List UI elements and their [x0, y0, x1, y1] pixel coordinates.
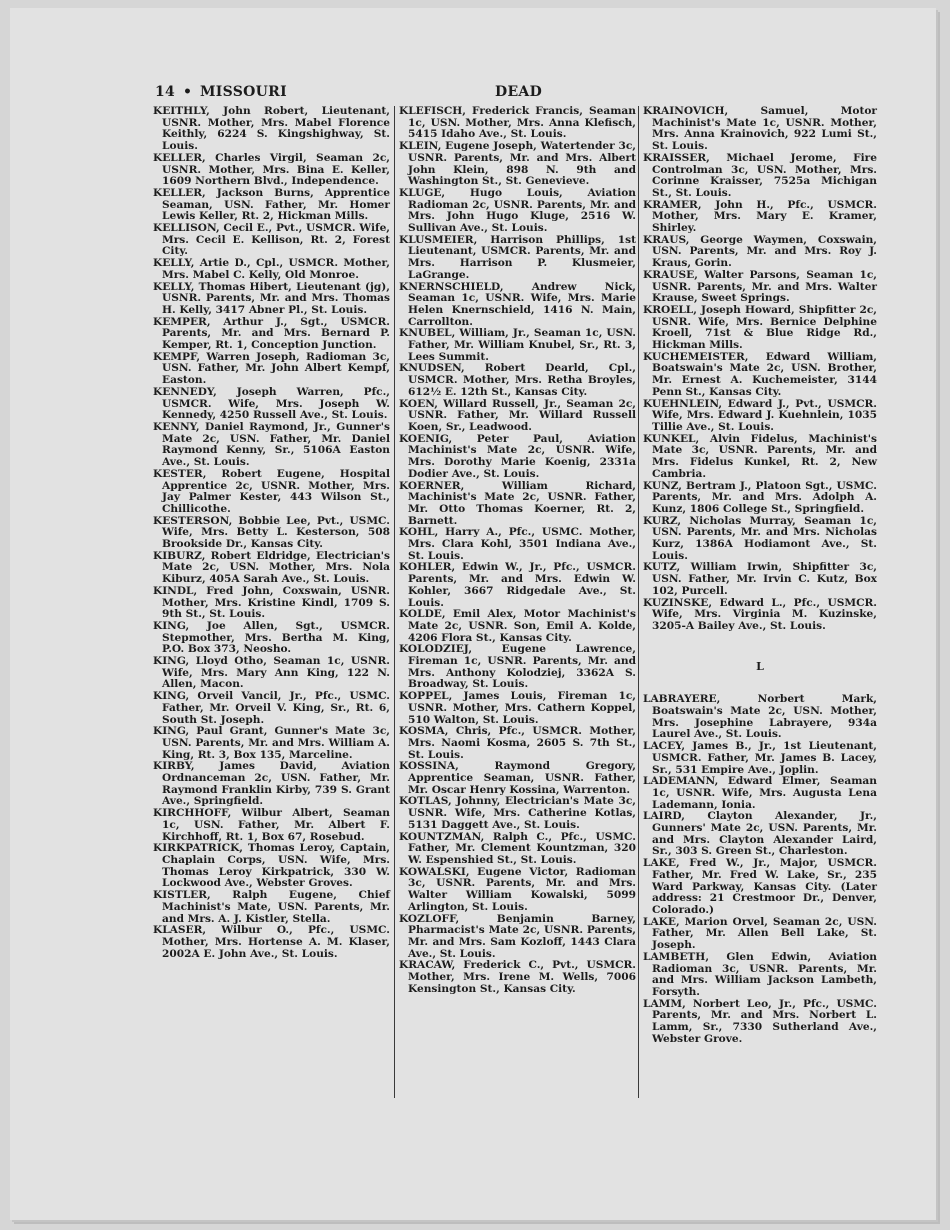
- casualty-entry: KLASER, Wilbur O., Pfc., USMC. Mother, Mrs. Hortense A. M. Klaser, 2002A E. John Ave., St. Louis.: [153, 924, 390, 960]
- casualty-entry: KOEN, Willard Russell, Jr., Seaman 2c, USNR. Father, Mr. Willard Russell Koen, Sr., Leadwood.: [399, 397, 636, 433]
- casualty-entry: KING, Paul Grant, Gunner's Mate 3c, USN. Parents, Mr. and Mrs. William A. King, Rt. 3, Box 135, Marceline.: [153, 725, 390, 761]
- column-divider: [394, 106, 395, 1098]
- casualty-entry: KRACAW, Frederick C., Pvt., USMCR. Mother, Mrs. Irene M. Wells, 7006 Kensington St., Kansas City.: [399, 959, 636, 995]
- casualty-entry: KING, Lloyd Otho, Seaman 1c, USNR. Wife, Mrs. Mary Ann King, 122 N. Allen, Macon.: [153, 655, 390, 691]
- casualty-entry: LAMM, Norbert Leo, Jr., Pfc., USMC. Parents, Mr. and Mrs. Norbert L. Lamm, Sr., 7330 Sutherland Ave., Webster Grove.: [643, 997, 877, 1045]
- casualty-entry: KURZ, Nicholas Murray, Seaman 1c, USN. Parents, Mr. and Mrs. Nicholas Kurz, 1386A Hodiamont Ave., St. Louis.: [643, 514, 877, 562]
- casualty-entry: KELLISON, Cecil E., Pvt., USMCR. Wife, Mrs. Cecil E. Kellison, Rt. 2, Forest City.: [153, 222, 390, 258]
- casualty-entry: KOPPEL, James Louis, Fireman 1c, USNR. Mother, Mrs. Cathern Koppel, 510 Walton, St. Louis.: [399, 690, 636, 726]
- casualty-entry: LAKE, Fred W., Jr., Major, USMCR. Father, Mr. Fred W. Lake, Sr., 235 Ward Parkway, Kansas City. (Later address: 21 Crestmoor Dr., Denver, Colorado.): [643, 857, 877, 916]
- casualty-entry: KOSMA, Chris, Pfc., USMCR. Mother, Mrs. Naomi Kosma, 2605 S. 7th St., St. Louis.: [399, 725, 636, 761]
- casualty-entry: KELLY, Artie D., Cpl., USMCR. Mother, Mrs. Mabel C. Kelly, Old Monroe.: [153, 257, 390, 281]
- casualty-entry: KOLODZIEJ, Eugene Lawrence, Fireman 1c, USNR. Parents, Mr. and Mrs. Anthony Kolodziej, 3362A S. Broadway, St. Louis.: [399, 643, 636, 691]
- header-bullet: •: [183, 84, 193, 100]
- casualty-entry: KELLY, Thomas Hibert, Lieutenant (jg), USNR. Parents, Mr. and Mrs. Thomas H. Kelly, 3417 Abner Pl., St. Louis.: [153, 280, 390, 316]
- casualty-entry: KRAISSER, Michael Jerome, Fire Controlman 3c, USN. Mother, Mrs. Corinne Kraisser, 7525a Michigan St., St. Louis.: [643, 151, 877, 199]
- casualty-entry: KUTZ, William Irwin, Shipfitter 3c, USN. Father, Mr. Irvin C. Kutz, Box 102, Purcell.: [643, 561, 877, 597]
- casualty-entry: KNUDSEN, Robert Dearld, Cpl., USMCR. Mother, Mrs. Retha Broyles, 612½ E. 12th St., Kansas City.: [399, 362, 636, 398]
- state-title: MISSOURI: [200, 84, 287, 100]
- casualty-entry: KOTLAS, Johnny, Electrician's Mate 3c, USNR. Wife, Mrs. Catherine Kotlas, 5131 Daggett Ave., St. Louis.: [399, 795, 636, 831]
- casualty-entry: KIBURZ, Robert Eldridge, Electrician's Mate 2c, USN. Mother, Mrs. Nola Kiburz, 405A Sarah Ave., St. Louis.: [153, 549, 390, 586]
- casualty-entry: KOLDE, Emil Alex, Motor Machinist's Mate 2c, USNR. Son, Emil A. Kolde, 4206 Flora St., Kansas City.: [399, 608, 636, 644]
- casualty-entry: KNUBEL, William, Jr., Seaman 1c, USN. Father, Mr. William Knubel, Sr., Rt. 3, Lees Summit.: [399, 327, 636, 363]
- casualty-entry: KINDL, Fred John, Coxswain, USNR. Mother, Mrs. Kristine Kindl, 1709 S. 9th St., St. Louis.: [153, 584, 390, 621]
- casualty-entry: KING, Orveil Vancil, Jr., Pfc., USMC. Father, Mr. Orveil V. King, Sr., Rt. 6, South St. Joseph.: [153, 690, 390, 726]
- casualty-entry: KENNEDY, Joseph Warren, Pfc., USMCR. Wife, Mrs. Joseph W. Kennedy, 4250 Russell Ave., St. Louis.: [153, 385, 390, 422]
- casualty-entry: KUEHNLEIN, Edward J., Pvt., USMCR. Wife, Mrs. Edward J. Kuehnlein, 1035 Tillie Ave., St. Louis.: [643, 397, 877, 433]
- casualty-entry: KLUGE, Hugo Louis, Aviation Radioman 2c, USNR. Parents, Mr. and Mrs. John Hugo Kluge, 2516 W. Sullivan Ave., St. Louis.: [399, 186, 636, 235]
- casualty-entry: KRAUS, George Waymen, Coxswain, USN. Parents, Mr. and Mrs. Roy J. Kraus, Gorin.: [643, 233, 877, 270]
- column-divider: [638, 106, 639, 1098]
- casualty-entry: KESTER, Robert Eugene, Hospital Apprentice 2c, USNR. Mother, Mrs. Jay Palmer Kester, 443 Wilson St., Chillicothe.: [153, 467, 390, 515]
- section-title: DEAD: [495, 84, 543, 100]
- casualty-entry: KELLER, Jackson Burns, Apprentice Seaman, USN. Father, Mr. Homer Lewis Keller, Rt. 2, Hickman Mills.: [153, 186, 390, 223]
- column-1: [153, 106, 390, 960]
- column-2: [399, 106, 636, 995]
- casualty-entry: KOUNTZMAN, Ralph C., Pfc., USMC. Father, Mr. Clement Kountzman, 320 W. Espenshied St., St. Louis.: [399, 830, 636, 866]
- page-number: 14: [155, 84, 176, 100]
- casualty-entry: KIRBY, James David, Aviation Ordnanceman 2c, USN. Father, Mr. Raymond Franklin Kirby, 739 S. Grant Ave., Springfield.: [153, 760, 390, 808]
- casualty-entry: KUCHEMEISTER, Edward William, Boatswain's Mate 2c, USN. Brother, Mr. Ernest A. Kuchemeister, 3144 Penn St., Kansas City.: [643, 350, 877, 398]
- casualty-entry: KEITHLY, John Robert, Lieutenant, USNR. Mother, Mrs. Mabel Florence Keithly, 6224 S. Kingshighway, St. Louis.: [153, 105, 390, 153]
- casualty-entry: LACEY, James B., Jr., 1st Lieutenant, USMCR. Father, Mr. James B. Lacey, Sr., 531 Empire Ave., Joplin.: [643, 740, 877, 776]
- casualty-entry: KUNKEL, Alvin Fidelus, Machinist's Mate 3c, USNR. Parents, Mr. and Mrs. Fidelus Kunkel, Rt. 2, New Cambria.: [643, 432, 877, 480]
- casualty-entry: KRAINOVICH, Samuel, Motor Machinist's Mate 1c, USNR. Mother, Mrs. Anna Krainovich, 922 Lumi St., St. Louis.: [643, 105, 877, 153]
- casualty-entry: KROELL, Joseph Howard, Shipfitter 2c, USNR. Wife, Mrs. Bernice Delphine Kroell, 71st & Blue Ridge Rd., Hickman Mills.: [643, 303, 877, 352]
- casualty-entry: KIRCHHOFF, Wilbur Albert, Seaman 1c, USN. Father, Mr. Albert F. Kirchhoff, Rt. 1, Box 67, Rosebud.: [153, 807, 390, 843]
- casualty-entry: LAKE, Marion Orvel, Seaman 2c, USN. Father, Mr. Allen Bell Lake, St. Joseph.: [643, 915, 877, 952]
- casualty-entry: KESTERSON, Bobbie Lee, Pvt., USMC. Wife, Mrs. Betty L. Kesterson, 508 Brookside Dr., Kansas City.: [153, 514, 390, 551]
- casualty-entry: KEMPER, Arthur J., Sgt., USMCR. Parents, Mr. and Mrs. Bernard P. Kemper, Rt. 1, Conception Junction.: [153, 315, 390, 352]
- casualty-entry: LAMBETH, Glen Edwin, Aviation Radioman 3c, USNR. Parents, Mr. and Mrs. William Jackson Lambeth, Forsyth.: [643, 950, 877, 998]
- casualty-entry: KUNZ, Bertram J., Platoon Sgt., USMC. Parents, Mr. and Mrs. Adolph A. Kunz, 1806 College St., Springfield.: [643, 479, 877, 515]
- casualty-entry: KOHLER, Edwin W., Jr., Pfc., USMCR. Parents, Mr. and Mrs. Edwin W. Kohler, 3667 Ridgedale Ave., St. Louis.: [399, 561, 636, 609]
- column-3: [643, 106, 877, 1045]
- casualty-entry: KIRKPATRICK, Thomas Leroy, Captain, Chaplain Corps, USN. Wife, Mrs. Thomas Leroy Kirkpatrick, 330 W. Lockwood Ave., Webster Groves.: [153, 842, 390, 890]
- casualty-entry: LADEMANN, Edward Elmer, Seaman 1c, USNR. Wife, Mrs. Augusta Lena Lademann, Ionia.: [643, 775, 877, 811]
- casualty-entry: KELLER, Charles Virgil, Seaman 2c, USNR. Mother, Mrs. Bina E. Keller, 1609 Northern Blvd., Independence.: [153, 151, 390, 188]
- casualty-entry: KENNY, Daniel Raymond, Jr., Gunner's Mate 2c, USN. Father, Mr. Daniel Raymond Kenny, Sr., 5106A Easton Ave., St. Louis.: [153, 420, 390, 469]
- casualty-entry: LAIRD, Clayton Alexander, Jr., Gunners' Mate 2c, USN. Parents, Mr. and Mrs. Clayton Alexander Laird, Sr., 303 S. Green St., Charleston.: [643, 810, 877, 858]
- casualty-entry: KLEIN, Eugene Joseph, Watertender 3c, USNR. Parents, Mr. and Mrs. Albert John Klein, 898 N. 9th and Washington St., St. Genevieve.: [399, 140, 636, 188]
- casualty-entry: KOERNER, William Richard, Machinist's Mate 2c, USNR. Father, Mr. Otto Thomas Koerner, Rt. 2, Barnett.: [399, 479, 636, 527]
- letter-heading: L: [756, 659, 764, 673]
- casualty-entry: KING, Joe Allen, Sgt., USMCR. Stepmother, Mrs. Bertha M. King, P.O. Box 373, Neosho.: [153, 619, 390, 656]
- casualty-entry: KOWALSKI, Eugene Victor, Radioman 3c, USNR. Parents, Mr. and Mrs. Walter William Kowalski, 5099 Arlington, St. Louis.: [399, 865, 636, 913]
- casualty-entry: KRAMER, John H., Pfc., USMCR. Mother, Mrs. Mary E. Kramer, Shirley.: [643, 198, 877, 235]
- casualty-entry: KRAUSE, Walter Parsons, Seaman 1c, USNR. Parents, Mr. and Mrs. Walter Krause, Sweet Springs.: [643, 268, 877, 305]
- casualty-entry: KEMPF, Warren Joseph, Radioman 3c, USN. Father, Mr. John Albert Kempf, Easton.: [153, 350, 390, 387]
- casualty-entry: KLEFISCH, Frederick Francis, Seaman 1c, USN. Mother, Mrs. Anna Klefisch, 5415 Idaho Ave., St. Louis.: [399, 105, 636, 141]
- casualty-entry: KOHL, Harry A., Pfc., USMC. Mother, Mrs. Clara Kohl, 3501 Indiana Ave., St. Louis.: [399, 526, 636, 562]
- document-page: [10, 8, 936, 1220]
- casualty-entry: KUZINSKE, Edward L., Pfc., USMCR. Wife, Mrs. Virginia M. Kuzinske, 3205-A Bailey Ave., St. Louis.: [643, 596, 877, 632]
- casualty-entry: KNERNSCHIELD, Andrew Nick, Seaman 1c, USNR. Wife, Mrs. Marie Helen Knernschield, 1416 N. Main, Carrollton.: [399, 280, 636, 328]
- casualty-entry: KOENIG, Peter Paul, Aviation Machinist's Mate 2c, USNR. Wife, Mrs. Dorothy Marie Koenig, 2331a Dodier Ave., St. Louis.: [399, 432, 636, 480]
- casualty-entry: KISTLER, Ralph Eugene, Chief Machinist's Mate, USN. Parents, Mr. and Mrs. A. J. Kistler, Stella.: [153, 889, 390, 925]
- casualty-entry: KLUSMEIER, Harrison Phillips, 1st Lieutenant, USMCR. Parents, Mr. and Mrs. Harrison P. Klusmeier, LaGrange.: [399, 233, 636, 281]
- casualty-entry: KOZLOFF, Benjamin Barney, Pharmacist's Mate 2c, USNR. Parents, Mr. and Mrs. Sam Kozloff, 1443 Clara Ave., St. Louis.: [399, 912, 636, 960]
- casualty-entry: KOSSINA, Raymond Gregory, Apprentice Seaman, USNR. Father, Mr. Oscar Henry Kossina, Warrenton.: [399, 760, 636, 796]
- casualty-entry: LABRAYERE, Norbert Mark, Boatswain's Mate 2c, USN. Mother, Mrs. Josephine Labrayere, 934a Laurel Ave., St. Louis.: [643, 693, 877, 741]
